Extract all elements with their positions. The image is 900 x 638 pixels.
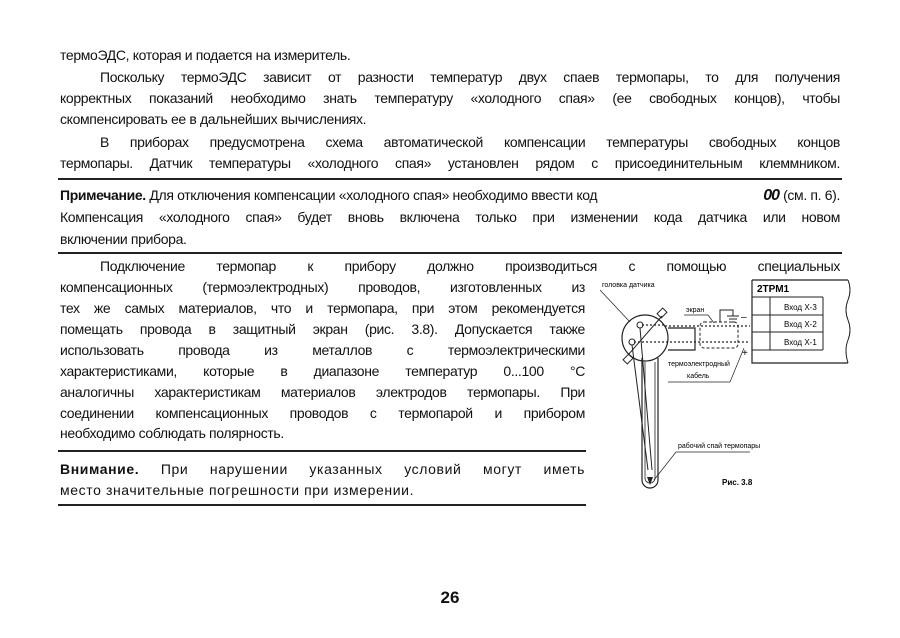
text-line: необходимо соблюдать полярность.: [60, 425, 284, 441]
warning-text: При нарушении указанных условий могут иметь: [160, 461, 585, 477]
input-label: Вход Х-1: [784, 338, 817, 347]
text-line: аналогичны характеристикам материалов электродов термопары. При: [60, 384, 585, 400]
minus-sign: –: [741, 312, 747, 323]
note-line: Компенсация «холодного спая» будет вновь включена только при изменении кода датчика или новом: [60, 209, 840, 225]
device-label: 2ТРМ1: [757, 284, 790, 295]
device-block: [752, 280, 850, 363]
text-line: корректных показаний необходимо знать температуру «холодного спая» (ее свободных концов), чтобы: [60, 90, 840, 106]
text-line: В приборах предусмотрена схема автоматической компенсации температуры свободных концов: [100, 134, 840, 150]
sensor-head: [622, 308, 695, 488]
warning-line: место значительные погрешности при измерении.: [60, 482, 415, 498]
screen-label: экран: [686, 307, 705, 314]
divider: [58, 252, 842, 254]
text-line: компенсационных (термоэлектродных) проводов, изготовленных из: [60, 279, 585, 295]
text-line: тех же самых материалов, что и термопара, при этом рекомендуется: [60, 300, 585, 316]
divider: [58, 504, 586, 506]
text-line: термопары. Датчик температуры «холодного спая» установлен рядом с присоединительным клеммником.: [60, 155, 840, 171]
text-line: характеристиками, которые в диапазоне температур 0...100 °С: [60, 363, 585, 379]
text-line: Поскольку термоЭДС зависит от разности температур двух спаев термопары, то для получения: [100, 69, 840, 85]
cable-label: термоэлектродный: [668, 361, 730, 368]
plus-sign: +: [742, 348, 748, 359]
note-line: [60, 186, 840, 205]
input-label: Вход Х-2: [784, 320, 817, 329]
warning-line: [60, 460, 585, 478]
junction-label: рабочий спай термопары: [678, 443, 761, 450]
warning-label: Внимание.: [60, 461, 140, 477]
text-line: термоЭДС, которая и подается на измеритель.: [60, 47, 351, 63]
divider: [58, 178, 842, 180]
note-label: Примечание.: [60, 187, 146, 203]
head-label: головка датчика: [602, 282, 655, 289]
figure-caption: Рис. 3.8: [722, 478, 753, 487]
divider: [58, 450, 586, 452]
code-display: 00: [763, 187, 780, 204]
note-text: (см. п. 6).: [783, 187, 840, 203]
cable-label: кабель: [687, 373, 710, 380]
text-line: Подключение термопар к прибору должно производиться с помощью специальных: [100, 258, 840, 274]
note-text: Для отключения компенсации «холодного спая» необходимо ввести код: [149, 187, 598, 203]
input-label: Вход Х-3: [784, 303, 817, 312]
text-line: скомпенсировать ее в дальнейших вычислениях.: [60, 111, 367, 127]
text-line: соединении компенсационных проводов с термопарой и прибором: [60, 405, 585, 421]
note-line: включении прибора.: [60, 231, 187, 247]
text-line: помещать провода в защитный экран (рис. 3.8). Допускается также: [60, 321, 585, 337]
text-line: использовать провода из металлов с термоэлектрическими: [60, 342, 585, 358]
thermocouple-wiring-figure: [590, 270, 860, 500]
page-number: 26: [440, 588, 460, 607]
